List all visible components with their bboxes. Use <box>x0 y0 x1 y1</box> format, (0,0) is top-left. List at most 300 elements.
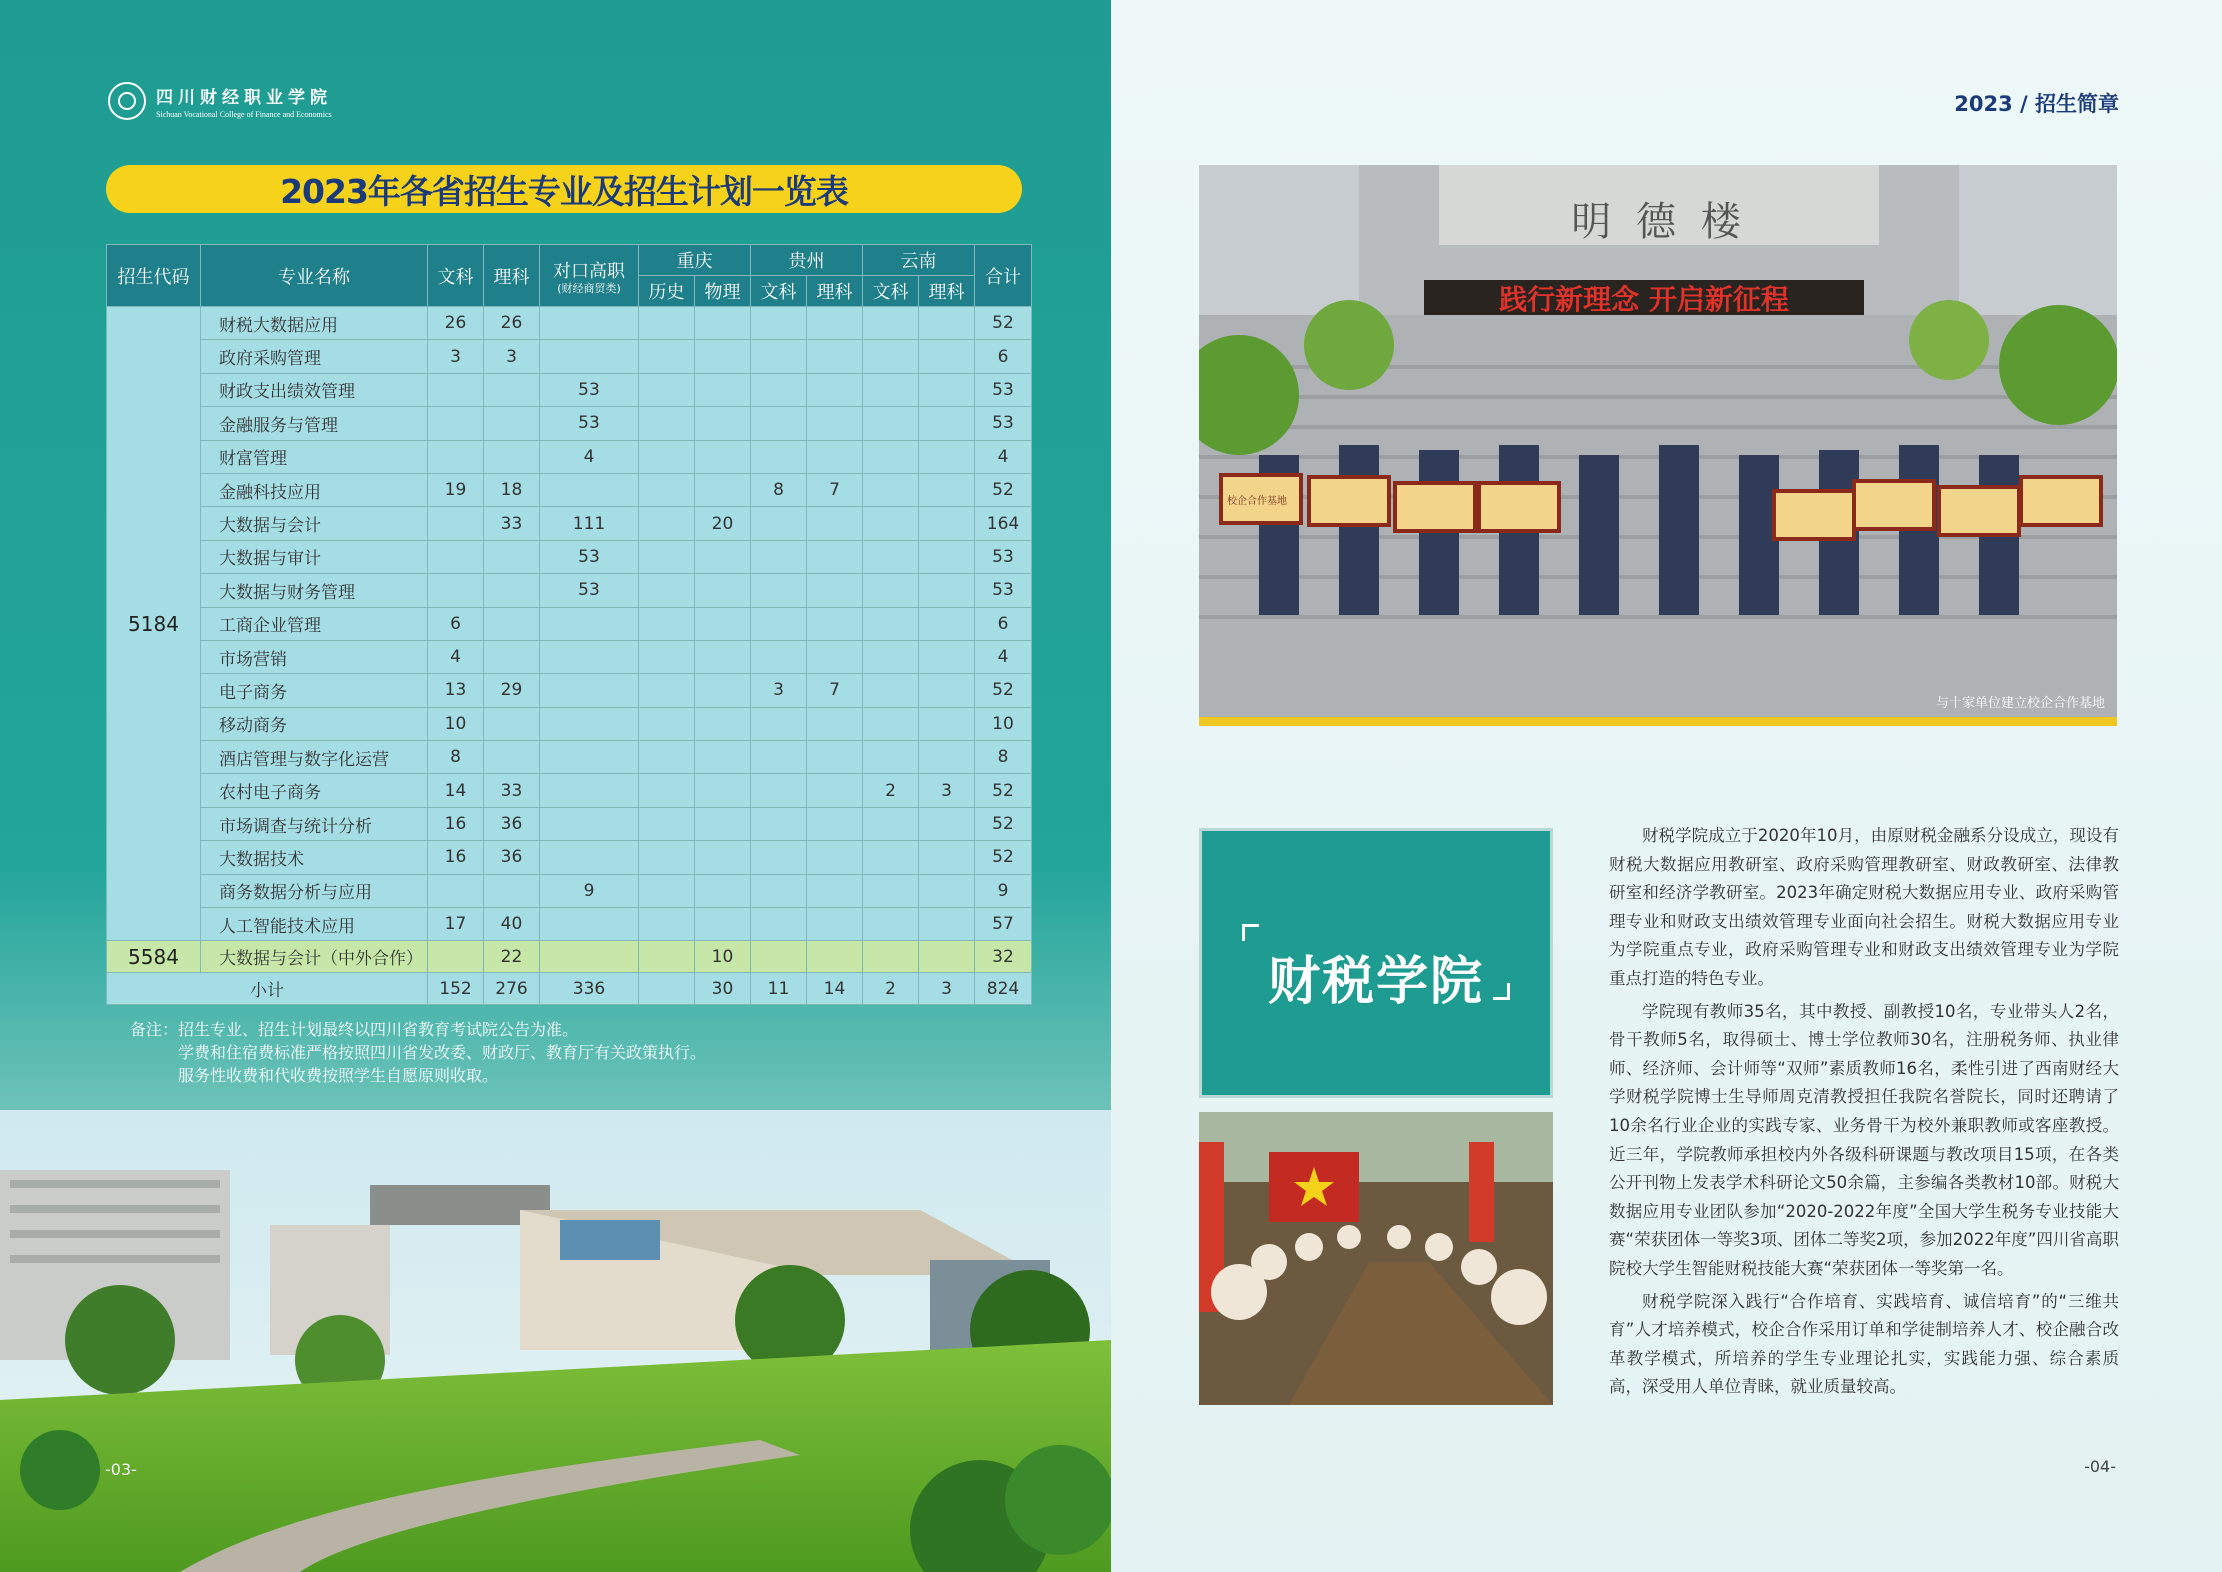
table-cell <box>919 807 975 840</box>
table-cell <box>919 373 975 406</box>
table-cell: 18 <box>484 473 540 506</box>
table-row <box>107 507 1032 540</box>
header-yn-like: 理科 <box>919 276 975 307</box>
table-row <box>107 741 1032 774</box>
table-cell: 10 <box>695 941 751 973</box>
table-cell <box>540 640 639 673</box>
table-cell <box>639 407 695 440</box>
header-total: 合计 <box>975 245 1032 307</box>
table-cell: 33 <box>484 507 540 540</box>
table-cell <box>695 307 751 340</box>
table-cell <box>484 741 540 774</box>
table-cell: 336 <box>540 973 639 1005</box>
header-major: 专业名称 <box>201 245 428 307</box>
note-line: 备注：招生专业、招生计划最终以四川省教育考试院公告为准。 <box>130 1020 579 1039</box>
table-row <box>107 373 1032 406</box>
table-cell: 6 <box>975 340 1032 373</box>
table-cell <box>484 640 540 673</box>
table-cell <box>919 307 975 340</box>
table-cell <box>639 574 695 607</box>
table-cell: 16 <box>428 841 484 874</box>
table-cell: 3 <box>428 340 484 373</box>
table-cell <box>639 640 695 673</box>
table-cell: 20 <box>695 507 751 540</box>
major-name-cell: 大数据与审计 <box>201 540 428 573</box>
table-cell <box>695 874 751 907</box>
table-cell: 52 <box>975 807 1032 840</box>
table-row <box>107 574 1032 607</box>
page-number-right: -04- <box>2084 1457 2116 1476</box>
table-cell <box>751 607 807 640</box>
table-cell <box>428 373 484 406</box>
header-chongqing: 重庆 <box>639 245 751 276</box>
college-intro <box>1609 822 2119 1406</box>
table-title: 2023年各省招生专业及招生计划一览表 <box>280 171 848 211</box>
table-cell <box>695 473 751 506</box>
header-physics: 物理 <box>695 276 751 307</box>
table-cell <box>807 908 863 941</box>
table-cell <box>695 707 751 740</box>
table-cell <box>695 574 751 607</box>
table-cell <box>919 674 975 707</box>
table-row-sino-foreign <box>107 941 1032 973</box>
table-cell <box>807 807 863 840</box>
table-cell <box>428 540 484 573</box>
table-cell <box>540 774 639 807</box>
table-cell <box>863 440 919 473</box>
table-cell <box>428 407 484 440</box>
intro-paragraph: 财税学院深入践行“合作培育、实践培育、诚信培育”的“三维共育”人才培养模式，校企合作采用订单和学徒制培养人才、校企融合改革教学模式，所培养的学生专业理论扎实，实践能力强、综合素质高，深受用人单位青睐，就业质量较高。 <box>1609 1291 2119 1397</box>
header-duikou <box>540 245 639 307</box>
table-cell <box>484 874 540 907</box>
table-cell <box>639 607 695 640</box>
photo1-caption: 与十家单位建立校企合作基地 <box>1935 696 2105 711</box>
table-cell <box>919 507 975 540</box>
table-row <box>107 874 1032 907</box>
table-row <box>107 440 1032 473</box>
table-cell <box>863 574 919 607</box>
table-cell <box>807 841 863 874</box>
table-row <box>107 841 1032 874</box>
table-cell <box>695 607 751 640</box>
table-cell: 53 <box>540 574 639 607</box>
table-cell <box>695 440 751 473</box>
table-cell <box>540 941 639 973</box>
partnership-photo <box>1199 165 2117 717</box>
table-cell <box>639 674 695 707</box>
table-cell: 6 <box>975 607 1032 640</box>
table-cell <box>863 407 919 440</box>
table-cell <box>639 774 695 807</box>
table-cell: 22 <box>484 941 540 973</box>
table-row <box>107 307 1032 340</box>
table-row <box>107 774 1032 807</box>
table-cell: 53 <box>975 540 1032 573</box>
header-duikou-sub: (财经商贸类) <box>557 281 621 295</box>
major-name-cell: 酒店管理与数字化运营 <box>201 741 428 774</box>
table-cell: 10 <box>975 707 1032 740</box>
table-cell <box>639 307 695 340</box>
table-cell <box>807 774 863 807</box>
table-cell <box>863 841 919 874</box>
table-cell <box>484 373 540 406</box>
table-cell: 8 <box>428 741 484 774</box>
table-cell <box>807 373 863 406</box>
table-cell <box>863 908 919 941</box>
table-cell <box>863 507 919 540</box>
photo1-plaque-text: 校企合作基地 <box>1227 496 1287 507</box>
table-cell <box>639 507 695 540</box>
table-cell: 53 <box>975 574 1032 607</box>
table-cell: 30 <box>695 973 751 1005</box>
table-cell <box>919 707 975 740</box>
partnership-photo-image <box>1199 165 2117 717</box>
header-duikou-label: 对口高职 <box>553 260 625 282</box>
major-name-cell: 市场调查与统计分析 <box>201 807 428 840</box>
meeting-photo-image <box>1199 1112 1553 1405</box>
table-cell <box>751 841 807 874</box>
table-cell <box>540 908 639 941</box>
table-cell <box>863 674 919 707</box>
table-cell <box>751 941 807 973</box>
major-name-cell: 政府采购管理 <box>201 340 428 373</box>
table-cell <box>540 340 639 373</box>
table-cell: 52 <box>975 774 1032 807</box>
table-cell <box>428 440 484 473</box>
note-line: 服务性收费和代收费按照学生自愿原则收取。 <box>178 1066 499 1085</box>
table-cell: 36 <box>484 807 540 840</box>
table-cell: 16 <box>428 807 484 840</box>
header-code: 招生代码 <box>107 245 201 307</box>
table-cell <box>919 607 975 640</box>
bracket-right-icon <box>1493 983 1510 1000</box>
table-cell: 8 <box>975 741 1032 774</box>
table-cell <box>751 640 807 673</box>
table-cell <box>695 841 751 874</box>
table-cell <box>863 807 919 840</box>
table-cell <box>807 540 863 573</box>
table-cell <box>695 373 751 406</box>
table-cell: 26 <box>428 307 484 340</box>
photo1-banner: 践行新理念 开启新征程 <box>1499 283 1789 316</box>
photo1-building-sign: 明 德 楼 <box>1571 199 1747 245</box>
table-cell <box>919 407 975 440</box>
major-name-cell: 大数据与会计 <box>201 507 428 540</box>
table-row <box>107 908 1032 941</box>
table-cell <box>863 373 919 406</box>
table-cell: 4 <box>975 440 1032 473</box>
table-cell: 6 <box>428 607 484 640</box>
major-name-cell: 大数据与会计（中外合作） <box>201 941 428 973</box>
table-cell <box>919 540 975 573</box>
table-cell <box>807 407 863 440</box>
major-name-cell: 大数据与财务管理 <box>201 574 428 607</box>
subtotal-label: 小计 <box>107 973 428 1005</box>
table-cell <box>751 741 807 774</box>
major-name-cell: 财税大数据应用 <box>201 307 428 340</box>
table-cell <box>807 741 863 774</box>
table-cell <box>807 707 863 740</box>
major-name-cell: 大数据技术 <box>201 841 428 874</box>
table-cell <box>540 841 639 874</box>
table-cell <box>919 340 975 373</box>
table-cell <box>639 807 695 840</box>
table-cell: 10 <box>428 707 484 740</box>
table-cell <box>863 307 919 340</box>
table-cell: 32 <box>975 941 1032 973</box>
table-cell <box>919 741 975 774</box>
table-cell <box>484 707 540 740</box>
table-cell: 152 <box>428 973 484 1005</box>
table-cell: 53 <box>540 373 639 406</box>
table-cell: 14 <box>807 973 863 1005</box>
table-cell <box>484 540 540 573</box>
table-cell: 3 <box>484 340 540 373</box>
major-name-cell: 工商企业管理 <box>201 607 428 640</box>
header-yunnan: 云南 <box>863 245 975 276</box>
table-cell: 824 <box>975 973 1032 1005</box>
major-name-cell: 财富管理 <box>201 440 428 473</box>
brochure-header: 2023 / 招生简章 <box>1954 92 2119 116</box>
major-name-cell: 人工智能技术应用 <box>201 908 428 941</box>
table-cell <box>919 574 975 607</box>
table-cell <box>807 941 863 973</box>
table-cell: 11 <box>751 973 807 1005</box>
header-like: 理科 <box>484 245 540 307</box>
table-cell: 7 <box>807 674 863 707</box>
table-cell: 14 <box>428 774 484 807</box>
page-number-left: -03- <box>105 1460 137 1479</box>
table-cell <box>695 540 751 573</box>
table-cell: 52 <box>975 307 1032 340</box>
table-cell <box>639 373 695 406</box>
table-row <box>107 674 1032 707</box>
table-cell <box>807 574 863 607</box>
table-cell <box>751 307 807 340</box>
table-cell <box>639 473 695 506</box>
table-cell: 33 <box>484 774 540 807</box>
table-cell <box>807 874 863 907</box>
table-cell <box>540 707 639 740</box>
table-cell <box>751 774 807 807</box>
table-cell: 2 <box>863 973 919 1005</box>
table-cell <box>807 340 863 373</box>
college-logo <box>108 82 332 120</box>
note-line: 学费和住宿费标准严格按照四川省发改委、财政厅、教育厅有关政策执行。 <box>178 1043 707 1062</box>
group-code-cell: 5584 <box>107 941 201 973</box>
table-cell <box>863 640 919 673</box>
table-cell <box>639 973 695 1005</box>
table-cell <box>751 707 807 740</box>
table-cell <box>484 574 540 607</box>
table-cell: 29 <box>484 674 540 707</box>
table-cell: 4 <box>540 440 639 473</box>
table-cell <box>751 407 807 440</box>
table-cell <box>695 908 751 941</box>
table-cell <box>540 307 639 340</box>
plan-table-body <box>107 307 1032 1005</box>
enrollment-plan-table <box>106 244 1032 1005</box>
major-name-cell: 市场营销 <box>201 640 428 673</box>
table-cell <box>807 640 863 673</box>
table-cell <box>751 807 807 840</box>
table-cell <box>863 874 919 907</box>
major-name-cell: 电子商务 <box>201 674 428 707</box>
table-cell <box>751 574 807 607</box>
meeting-photo <box>1199 1112 1553 1405</box>
right-page <box>1111 0 2222 1572</box>
logo-name-cn: 四川财经职业学院 <box>156 88 332 108</box>
table-cell <box>695 807 751 840</box>
table-cell <box>863 941 919 973</box>
table-cell <box>863 340 919 373</box>
table-cell: 4 <box>975 640 1032 673</box>
table-cell <box>919 874 975 907</box>
table-cell <box>484 440 540 473</box>
table-cell: 53 <box>540 540 639 573</box>
table-row <box>107 807 1032 840</box>
table-cell: 111 <box>540 507 639 540</box>
table-cell <box>639 841 695 874</box>
table-cell: 53 <box>975 407 1032 440</box>
header-guizhou: 贵州 <box>751 245 863 276</box>
table-cell <box>919 440 975 473</box>
table-row <box>107 473 1032 506</box>
table-cell <box>807 507 863 540</box>
table-cell: 3 <box>919 774 975 807</box>
table-cell: 17 <box>428 908 484 941</box>
table-cell <box>807 307 863 340</box>
table-cell <box>428 874 484 907</box>
table-cell <box>695 741 751 774</box>
major-name-cell: 商务数据分析与应用 <box>201 874 428 907</box>
table-cell: 3 <box>919 973 975 1005</box>
table-row <box>107 540 1032 573</box>
table-cell <box>639 707 695 740</box>
table-cell <box>863 707 919 740</box>
college-emblem-icon <box>108 82 146 120</box>
table-cell <box>540 741 639 774</box>
table-cell <box>540 607 639 640</box>
table-cell: 164 <box>975 507 1032 540</box>
table-cell: 36 <box>484 841 540 874</box>
header-gz-wenke: 文科 <box>751 276 807 307</box>
table-cell <box>807 440 863 473</box>
table-title-bar <box>106 165 1022 213</box>
notes <box>130 1018 706 1087</box>
campus-photo <box>0 1110 1111 1572</box>
table-cell <box>807 607 863 640</box>
table-cell <box>484 607 540 640</box>
major-name-cell: 财政支出绩效管理 <box>201 373 428 406</box>
table-cell: 26 <box>484 307 540 340</box>
table-cell: 19 <box>428 473 484 506</box>
table-cell <box>428 574 484 607</box>
photo1-accent-strip <box>1199 717 2117 726</box>
table-cell <box>751 874 807 907</box>
table-cell <box>540 674 639 707</box>
table-cell: 8 <box>751 473 807 506</box>
table-cell: 52 <box>975 841 1032 874</box>
table-cell <box>639 540 695 573</box>
table-cell <box>639 340 695 373</box>
header-history: 历史 <box>639 276 695 307</box>
table-cell: 40 <box>484 908 540 941</box>
table-cell: 52 <box>975 674 1032 707</box>
table-cell <box>919 941 975 973</box>
group-code-cell: 5184 <box>107 307 201 941</box>
table-cell: 2 <box>863 774 919 807</box>
table-cell <box>695 640 751 673</box>
table-cell: 9 <box>540 874 639 907</box>
table-cell: 3 <box>751 674 807 707</box>
table-cell: 13 <box>428 674 484 707</box>
table-cell <box>919 640 975 673</box>
table-cell <box>639 440 695 473</box>
table-cell <box>540 473 639 506</box>
table-row <box>107 707 1032 740</box>
table-row-subtotal <box>107 973 1032 1005</box>
intro-paragraph: 财税学院成立于2020年10月，由原财税金融系分设成立，现设有财税大数据应用教研室、政府采购管理教研室、财政教研室、法律教研室和经济学教研室。2023年确定财税大数据应用专业、政府采购管理专业和财政支出绩效管理专业面向社会招生。财税大数据应用专业为学院重点专业，政府采购管理专业和财政支出绩效管理专业为学院重点打造的特色专业。 <box>1609 826 2119 988</box>
table-cell <box>428 941 484 973</box>
table-cell <box>695 774 751 807</box>
table-cell: 4 <box>428 640 484 673</box>
table-cell <box>919 841 975 874</box>
table-cell: 9 <box>975 874 1032 907</box>
table-cell <box>863 473 919 506</box>
table-cell <box>919 473 975 506</box>
major-name-cell: 金融科技应用 <box>201 473 428 506</box>
table-row <box>107 607 1032 640</box>
table-cell <box>639 941 695 973</box>
intro-paragraph: 学院现有教师35名，其中教授、副教授10名，专业带头人2名，骨干教师5名，取得硕士、博士学位教师30名，注册税务师、执业律师、经济师、会计师等“双师”素质教师16名，柔性引进了西南财经大学财税学院博士生导师周克清教授担任我院名誉院长，同时还聘请了10余名行业企业的实践专家、业务骨干为校外兼职教师或客座教授。近三年，学院教师承担校内外各级科研课题与教改项目15项，在各类公开刊物上发表学术科研论文50余篇，主参编各类教材10部。财税大数据应用专业团队参加“2020-2022年度”全国大学生税务专业技能大赛“荣获团体一等奖3项、团体二等奖2项，参加2022年度”四川省高职院校大学生智能财税技能大赛“荣获团体一等奖第一名。 <box>1609 1001 2119 1278</box>
header-gz-like: 理科 <box>807 276 863 307</box>
major-name-cell: 金融服务与管理 <box>201 407 428 440</box>
table-cell: 53 <box>975 373 1032 406</box>
table-cell <box>428 507 484 540</box>
table-cell: 57 <box>975 908 1032 941</box>
table-cell <box>751 507 807 540</box>
table-cell <box>863 540 919 573</box>
table-cell: 276 <box>484 973 540 1005</box>
table-cell <box>751 340 807 373</box>
major-name-cell: 农村电子商务 <box>201 774 428 807</box>
table-cell <box>863 741 919 774</box>
table-cell <box>695 674 751 707</box>
table-row <box>107 407 1032 440</box>
table-cell: 7 <box>807 473 863 506</box>
header-yn-wenke: 文科 <box>863 276 919 307</box>
table-row <box>107 640 1032 673</box>
table-cell <box>863 607 919 640</box>
table-cell <box>639 908 695 941</box>
college-name-box <box>1199 828 1553 1098</box>
table-cell <box>484 407 540 440</box>
table-cell <box>751 540 807 573</box>
table-cell <box>751 373 807 406</box>
table-cell <box>695 340 751 373</box>
logo-name-en: Sichuan Vocational College of Finance and Economics <box>156 110 332 119</box>
table-cell <box>751 440 807 473</box>
table-row <box>107 340 1032 373</box>
major-name-cell: 移动商务 <box>201 707 428 740</box>
table-cell: 52 <box>975 473 1032 506</box>
table-cell <box>639 874 695 907</box>
table-cell <box>919 908 975 941</box>
table-cell <box>695 407 751 440</box>
table-cell <box>540 807 639 840</box>
table-cell <box>751 908 807 941</box>
